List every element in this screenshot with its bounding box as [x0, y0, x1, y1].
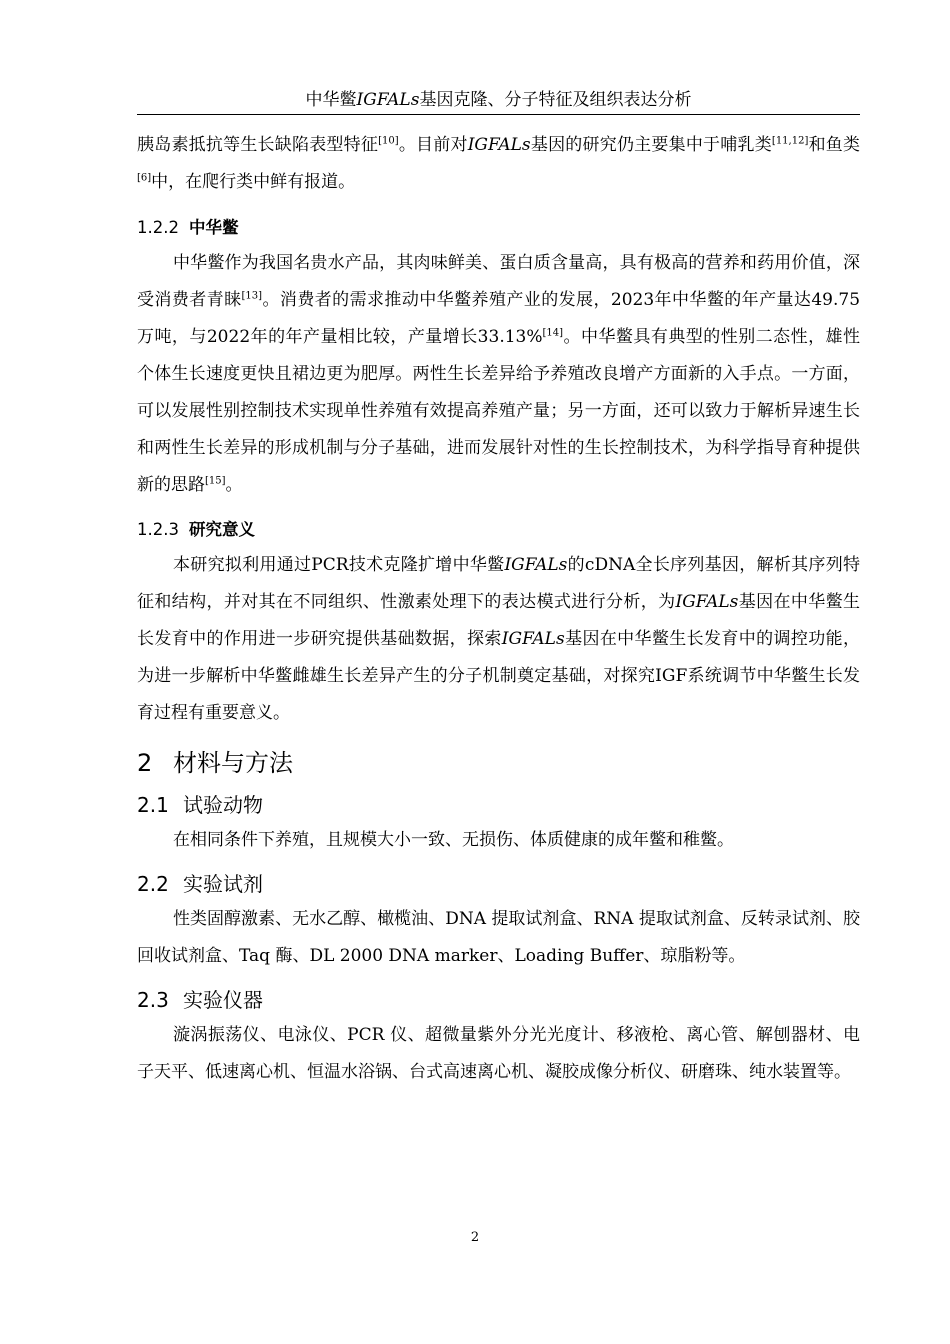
citation: [6] — [137, 172, 152, 184]
page-number: 2 — [470, 1230, 480, 1245]
section-heading-2-1: 2.1 试验动物 — [137, 793, 263, 817]
gene-name: IGFALs — [501, 629, 565, 649]
intro-paragraph: 胰岛素抵抗等生长缺陷表型特征[10]。目前对IGFALs基因的研究仍主要集中于哺乳类[11,12]和鱼类[6]中，在爬行类中鲜有报道。 — [137, 135, 861, 192]
header-prefix: 中华鳖 — [305, 90, 357, 110]
section-2-1-paragraph: 在相同条件下养殖，且规模大小一致、无损伤、体质健康的成年鳖和稚鳖。 — [173, 830, 734, 850]
citation: [13] — [241, 290, 263, 302]
citation: [10] — [378, 135, 399, 147]
section-2-2-paragraph: 性类固醇激素、无水乙醇、橄榄油、DNA 提取试剂盒、RNA 提取试剂盒、反转录试剂、胶回收试剂盒、Taq 酶、DL 2000 DNA marker、Loading Buffer、琼脂粉等。 — [137, 909, 860, 966]
section-1-2-3-paragraph: 本研究拟利用通过PCR技术克隆扩增中华鳖IGFALs的cDNA全长序列基因，解析其序列特征和结构，并对其在不同组织、性激素处理下的表达模式进行分析，为IGFALs基因在中华鳖生长发育中的作用进一步研究提供基础数据，探索IGFALs基因在中华鳖生长发育中的调控功能，为进一步解析中华鳖雌雄生长差异产生的分子机制奠定基础，对探究IGF系统调节中华鳖生长发育过程有重要意义。 — [137, 555, 861, 723]
header-rule — [137, 114, 860, 115]
citation: [11,12] — [771, 135, 809, 147]
gene-name: IGFALs — [467, 135, 531, 155]
gene-name: IGFALs — [504, 555, 568, 575]
citation: [15] — [205, 475, 226, 487]
header-gene: IGFALs — [356, 90, 420, 110]
gene-name: IGFALs — [675, 592, 739, 612]
section-2-3-paragraph: 漩涡振荡仪、电泳仪、PCR 仪、超微量紫外分光光度计、移液枪、离心管、解刨器材、电子天平、低速离心机、恒温水浴锅、台式高速离心机、凝胶成像分析仪、研磨珠、纯水装置等。 — [137, 1025, 860, 1082]
page-body — [137, 127, 860, 1091]
header-suffix: 基因克隆、分子特征及组织表达分析 — [419, 90, 692, 110]
section-1-2-2-paragraph: 中华鳖作为我国名贵水产品，其肉味鲜美、蛋白质含量高，具有极高的营养和药用价值，深受消费者青睐[13]。消费者的需求推动中华鳖养殖产业的发展，2023年中华鳖的年产量达49.75万吨，与2022年的年产量相比较，产量增长33.13%[14]。中华鳖具有典型的性别二态性，雄性个体生长速度更快且裙边更为肥厚。两性生长差异给予养殖改良增产方面新的入手点。一方面，可以发展性别控制技术实现单性养殖有效提高养殖产量；另一方面，还可以致力于解析异速生长和两性生长差异的形成机制与分子基础，进而发展针对性的生长控制技术，为科学指导育种提供新的思路[15]。 — [137, 253, 861, 495]
section-heading-1-2-3: 1.2.3 研究意义 — [137, 520, 255, 539]
running-header — [137, 88, 860, 112]
section-heading-1-2-2: 1.2.2 中华鳖 — [137, 218, 239, 237]
citation: [14] — [542, 327, 564, 339]
section-heading-2-2: 2.2 实验试剂 — [137, 872, 263, 896]
chapter-heading-2: 2 材料与方法 — [137, 749, 293, 777]
section-heading-2-3: 2.3 实验仪器 — [137, 988, 263, 1012]
